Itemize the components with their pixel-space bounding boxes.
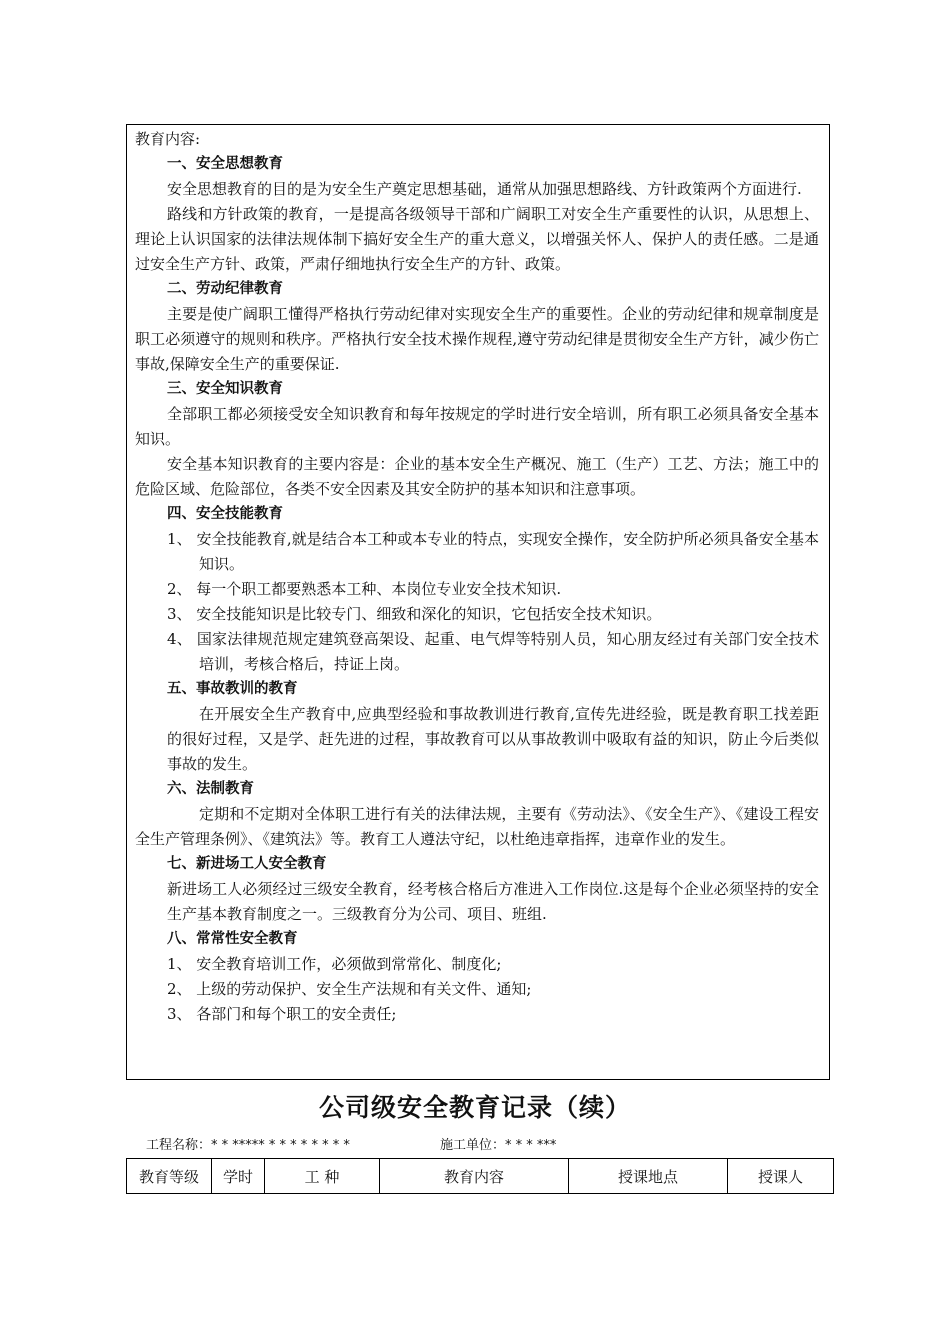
section-paragraph: 主要是使广阔职工懂得严格执行劳动纪律对实现安全生产的重要性。企业的劳动纪律和规章制度是职工必须遵守的规则和秩序。严格执行安全技术操作规程,遵守劳动纪律是贯彻安全生产方针，减少伤亡事故,保障安全生产的重要保证. <box>135 305 819 373</box>
section-heading: 八、常常性安全教育 <box>167 931 298 947</box>
section-paragraph: 全部职工都必须接受安全知识教育和每年按规定的学时进行安全培训，所有职工必须具备安全基本知识。 <box>135 405 819 448</box>
education-content <box>135 125 819 1027</box>
column-header-instructor: 授课人 <box>728 1159 834 1194</box>
section-paragraph: 安全思想教育的目的是为安全生产奠定思想基础，通常从加强思想路线、方针政策两个方面进行. <box>167 180 802 198</box>
list-item: 3、 安全技能知识是比较专门、细致和深化的知识，它包括安全技术知识。 <box>167 605 662 623</box>
section-heading: 七、新进场工人安全教育 <box>167 856 327 872</box>
construction-unit-row <box>440 1134 556 1153</box>
intro-label: 教育内容: <box>135 130 201 148</box>
section-paragraph: 安全基本知识教育的主要内容是：企业的基本安全生产概况、施工（生产）工艺、方法；施工中的危险区域、危险部位，各类不安全因素及其安全防护的基本知识和注意事项。 <box>135 455 819 498</box>
section-paragraph: 在开展安全生产教育中,应典型经验和事故教训进行教育,宣传先进经验，既是教育职工找差距的很好过程，又是学、赶先进的过程，事故教育可以从事故教训中吸取有益的知识，防止今后类似事故的发生。 <box>167 705 819 773</box>
construction-unit-value: * * * *** <box>505 1138 557 1153</box>
list-item: 4、 国家法律规范规定建筑登高架设、起重、电气焊等特别人员，知心朋友经过有关部门安全技术培训，考核合格后，持证上岗。 <box>167 630 819 673</box>
section-paragraph: 定期和不定期对全体职工进行有关的法律法规，主要有《劳动法》、《安全生产》、《建设工程安全生产管理条例》、《建筑法》等。教育工人遵法守纪，以杜绝违章指挥，违章作业的发生。 <box>135 805 819 848</box>
section-heading: 六、法制教育 <box>167 781 254 797</box>
list-item: 2、 上级的劳动保护、安全生产法规和有关文件、通知; <box>167 980 532 998</box>
project-name-label: 工程名称： <box>146 1138 212 1153</box>
list-item: 1、 安全教育培训工作，必须做到常常化、制度化; <box>167 955 502 973</box>
construction-unit-label: 施工单位： <box>440 1138 506 1153</box>
section-heading: 三、安全知识教育 <box>167 381 283 397</box>
section-heading: 五、事故教训的教育 <box>167 681 298 697</box>
column-header-trade: 工 种 <box>265 1159 380 1194</box>
column-header-content: 教育内容 <box>380 1159 569 1194</box>
section-paragraph: 新进场工人必须经过三级安全教育，经考核合格后方准进入工作岗位.这是每个企业必须坚持的安全生产基本教育制度之一。三级教育分为公司、项目、班组. <box>167 880 819 923</box>
list-item: 1、 安全技能教育,就是结合本工种或本专业的特点，实现安全操作，安全防护所必须具备安全基本知识。 <box>167 530 819 573</box>
education-content-box <box>126 124 830 1080</box>
column-header-education-level: 教育等级 <box>127 1159 212 1194</box>
project-name-row <box>146 1134 350 1153</box>
list-item: 2、 每一个职工都要熟悉本工种、本岗位专业安全技术知识. <box>167 580 562 598</box>
section-heading: 四、安全技能教育 <box>167 506 283 522</box>
column-header-location: 授课地点 <box>569 1159 728 1194</box>
record-table-header-row <box>127 1159 834 1194</box>
record-table <box>126 1158 834 1194</box>
project-name-value: * * ***** * * * * * * * * <box>211 1138 350 1153</box>
list-item: 3、 各部门和每个职工的安全责任; <box>167 1005 397 1023</box>
column-header-hours: 学时 <box>212 1159 265 1194</box>
section-heading: 二、劳动纪律教育 <box>167 281 283 297</box>
section-paragraph: 路线和方针政策的教育，一是提高各级领导干部和广阔职工对安全生产重要性的认识，从思想上、理论上认识国家的法律法规体制下搞好安全生产的重大意义，以增强关怀人、保护人的责任感。二是通过安全生产方针、政策，严肃仔细地执行安全生产的方针、政策。 <box>135 205 819 273</box>
record-title: 公司级安全教育记录（续） <box>318 1093 631 1122</box>
section-heading: 一、安全思想教育 <box>167 156 283 172</box>
